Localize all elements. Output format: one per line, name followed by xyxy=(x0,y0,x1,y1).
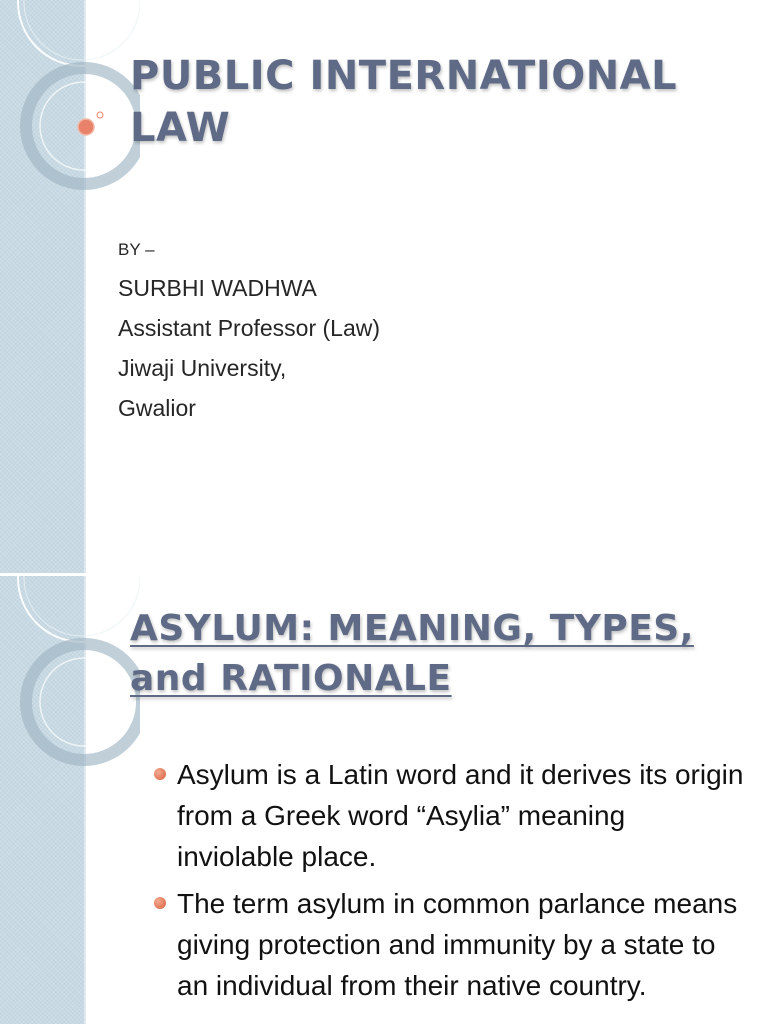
bullet-text: The term asylum in common parlance means giving protection and immunity by a state to an individual from their native country. xyxy=(177,888,738,1001)
accent-dot-icon xyxy=(78,119,94,135)
content-slide xyxy=(0,576,768,1024)
orange-dot-bullet-icon xyxy=(154,897,166,909)
by-label: BY – xyxy=(118,240,155,259)
institution: Jiwaji University, xyxy=(118,355,287,381)
orange-dot-bullet-icon xyxy=(154,768,166,780)
presentation-title: PUBLIC INTERNATIONAL LAW xyxy=(130,53,678,151)
author-name: SURBHI WADHWA xyxy=(118,275,317,301)
author-info xyxy=(118,232,380,428)
bullet-text: Asylum is a Latin word and it derives its origin from a Greek word “Asylia” meaning inviolable place. xyxy=(177,759,744,872)
list-item xyxy=(148,883,748,1006)
city: Gwalior xyxy=(118,395,196,421)
ring-arcs-decoration-icon xyxy=(0,576,140,836)
author-role: Assistant Professor (Law) xyxy=(118,315,381,341)
ring-arcs-decoration-icon xyxy=(0,0,140,260)
bullet-list xyxy=(148,754,748,1012)
list-item xyxy=(148,754,748,877)
slide-title: ASYLUM: MEANING, TYPES, and RATIONALE xyxy=(130,608,694,699)
